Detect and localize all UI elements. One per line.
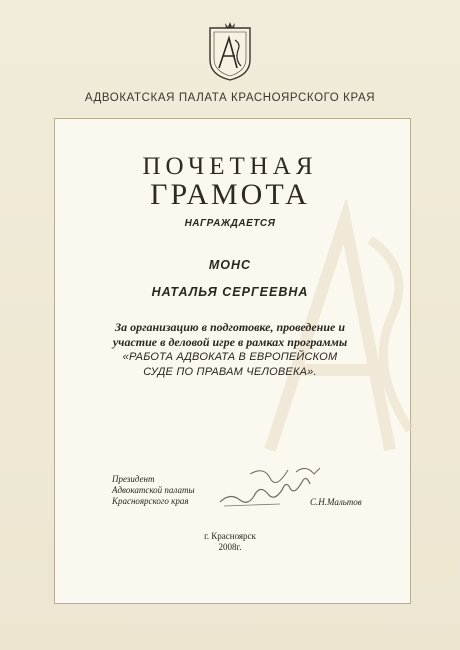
year-label: 2008г. bbox=[218, 542, 242, 552]
recipient-given-names: НАТАЛЬЯ СЕРГЕЕВНА bbox=[151, 285, 309, 299]
citation-line: За организацию в подготовке, проведение и bbox=[114, 320, 346, 334]
citation-text bbox=[62, 320, 398, 350]
city-label: г. Красноярск bbox=[204, 531, 256, 541]
program-title bbox=[62, 350, 398, 380]
certificate-title-line1: ПОЧЕТНАЯ bbox=[142, 153, 318, 180]
awarded-label: НАГРАЖДАЕТСЯ bbox=[184, 218, 276, 229]
citation-line: участие в деловой игре в рамках программы bbox=[112, 335, 348, 349]
place-and-date bbox=[0, 531, 460, 553]
recipient-surname: МОНС bbox=[208, 258, 252, 272]
signatory-title bbox=[112, 474, 195, 507]
bar-association-emblem-icon bbox=[205, 20, 255, 82]
signatory-title-line: Адвокатской палаты bbox=[112, 485, 195, 495]
signatory-name: С.Н.Мальтов bbox=[310, 497, 362, 507]
signatory-title-line: Президент bbox=[112, 474, 155, 484]
program-title-line: «РАБОТА АДВОКАТА В ЕВРОПЕЙСКОМ bbox=[122, 351, 338, 363]
organization-name: АДВОКАТСКАЯ ПАЛАТА КРАСНОЯРСКОГО КРАЯ bbox=[84, 92, 376, 104]
certificate-title-line2: ГРАМОТА bbox=[150, 178, 310, 211]
signatory-title-line: Красноярского края bbox=[112, 496, 189, 506]
program-title-line: СУДЕ ПО ПРАВАМ ЧЕЛОВЕКА». bbox=[143, 366, 317, 378]
